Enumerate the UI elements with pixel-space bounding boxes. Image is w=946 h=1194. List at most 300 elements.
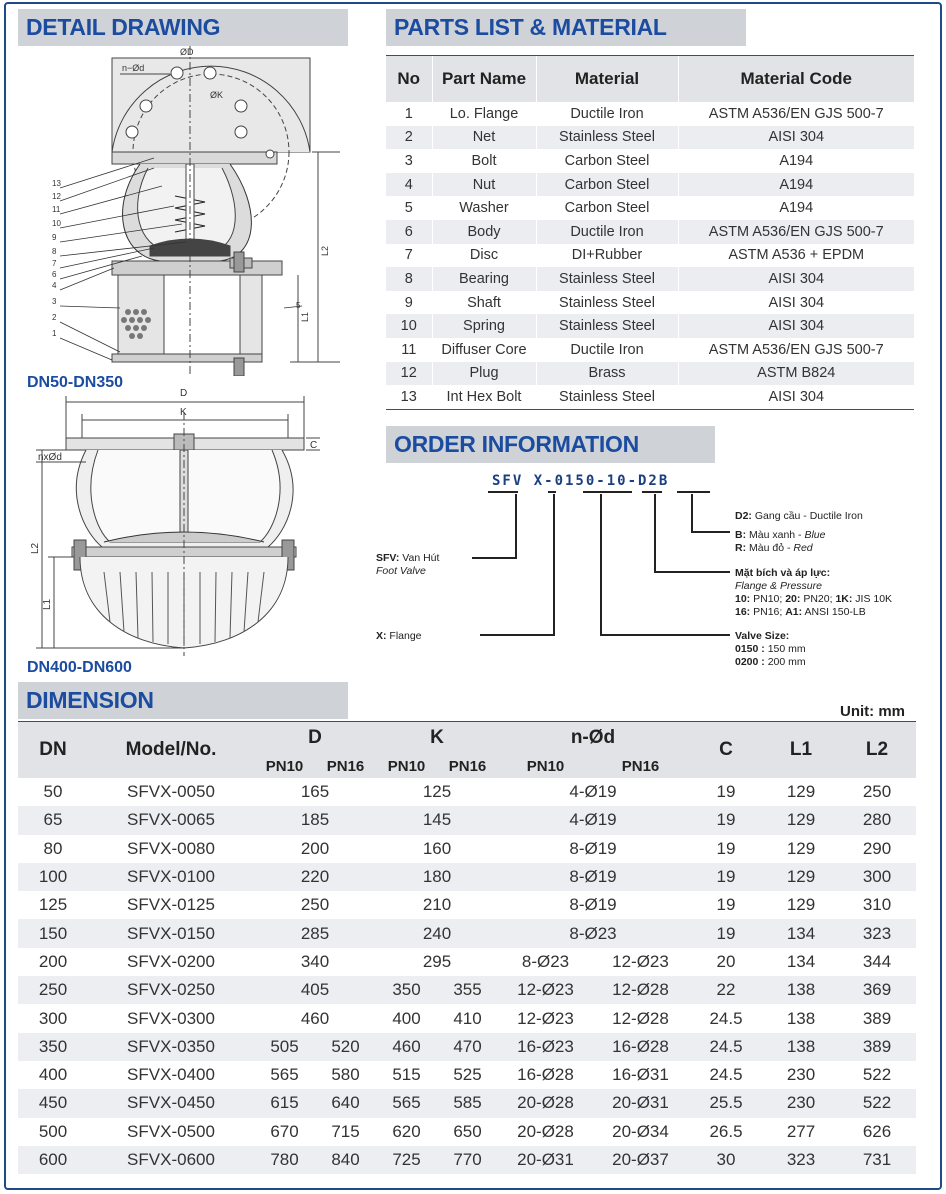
dim-header-d-pn10: PN10 (254, 754, 315, 778)
dim-k: 210 (376, 891, 498, 919)
dim-nod: 8-Ø23 (498, 919, 688, 947)
order-x-text: Flange (386, 630, 422, 642)
dim-model: SFVX-0050 (88, 778, 254, 806)
parts-row (386, 220, 914, 244)
flange-val-10: PN10; (750, 593, 786, 605)
dim-row (18, 835, 916, 863)
dim-d-pn16: 520 (315, 1033, 376, 1061)
flange-key-16: 16: (735, 606, 751, 618)
callout-11: 11 (52, 205, 61, 214)
dim-d: 185 (254, 806, 376, 834)
dimension-table (18, 722, 916, 1174)
dim-l2: 323 (838, 919, 916, 947)
dim-nod-pn16: 20-Ø34 (593, 1118, 688, 1146)
part-no: 6 (386, 220, 432, 244)
dim-d-pn10: 565 (254, 1061, 315, 1089)
dim-c: 25.5 (688, 1089, 764, 1117)
dim-l1: 138 (764, 976, 838, 1004)
callout-5: 5 (296, 301, 301, 310)
part-material-code: ASTM A536/EN GJS 500-7 (678, 220, 914, 244)
dim-l1: 323 (764, 1146, 838, 1174)
foot-valve-drawing-dn400-dn600 (24, 382, 324, 658)
callout-13: 13 (52, 179, 61, 188)
callout-8: 8 (52, 247, 57, 256)
part-material-code: AISI 304 (678, 267, 914, 291)
dim-l2: 522 (838, 1061, 916, 1089)
part-material: Carbon Steel (536, 149, 678, 173)
order-d2-key: D2: (735, 510, 752, 522)
callout-7: 7 (52, 259, 57, 268)
part-no: 7 (386, 244, 432, 268)
part-material: Stainless Steel (536, 291, 678, 315)
dim-l2: 522 (838, 1089, 916, 1117)
dim-row (18, 1146, 916, 1174)
order-r-note (735, 542, 813, 555)
callout-9: 9 (52, 233, 57, 242)
part-material-code: AISI 304 (678, 314, 914, 338)
dim-nod: 8-Ø19 (498, 863, 688, 891)
parts-row (386, 196, 914, 220)
dim-nod: 8-Ø19 (498, 835, 688, 863)
part-material-code: A194 (678, 196, 914, 220)
dim-l1: 134 (764, 919, 838, 947)
dim-nod-pn16: 16-Ø28 (593, 1033, 688, 1061)
dim-nod: 8-Ø19 (498, 891, 688, 919)
flange-val-a1: ANSI 150-LB (802, 606, 866, 618)
header-material-code: Material Code (678, 56, 914, 102)
dim-header-k-pn10: PN10 (376, 754, 437, 778)
dim-model: SFVX-0300 (88, 1004, 254, 1032)
part-name: Bearing (432, 267, 536, 291)
dim-d: 200 (254, 835, 376, 863)
dim-d-pn10: 780 (254, 1146, 315, 1174)
part-name: Net (432, 126, 536, 150)
dim-c: 19 (688, 778, 764, 806)
part-name: Lo. Flange (432, 102, 536, 126)
dim-k: 145 (376, 806, 498, 834)
dim-k-pn10: 460 (376, 1033, 437, 1061)
dim-header-model: Model/No. (88, 722, 254, 778)
dim-d: 220 (254, 863, 376, 891)
dim-k2-label: K (180, 407, 187, 418)
dim-model: SFVX-0400 (88, 1061, 254, 1089)
part-no: 1 (386, 102, 432, 126)
dim-l2: 389 (838, 1033, 916, 1061)
dim-k-pn16: 585 (437, 1089, 498, 1117)
dim-d: 460 (254, 1004, 376, 1032)
dim-l1: 129 (764, 835, 838, 863)
order-b-italic: Blue (804, 529, 826, 541)
dim-l2: 626 (838, 1118, 916, 1146)
dim-header-d: D (254, 722, 376, 754)
dim-nxod-label: nxØd (38, 452, 62, 463)
flange-val-20: PN20; (800, 593, 836, 605)
part-material-code: AISI 304 (678, 385, 914, 409)
callout-12: 12 (52, 192, 61, 201)
dim-nod-pn10: 8-Ø23 (498, 948, 593, 976)
order-x-note (376, 630, 422, 643)
part-name: Spring (432, 314, 536, 338)
dim-model: SFVX-0100 (88, 863, 254, 891)
part-material-code: AISI 304 (678, 126, 914, 150)
part-no: 8 (386, 267, 432, 291)
dim-d-pn10: 615 (254, 1089, 315, 1117)
dim-k-pn10: 350 (376, 976, 437, 1004)
dim-header-l2: L2 (838, 722, 916, 778)
dim-row (18, 806, 916, 834)
order-b-text: Màu xanh - (749, 529, 805, 541)
dim-d: 340 (254, 948, 376, 976)
dim-nod-label: n−Ød (122, 63, 145, 73)
part-material-code: ASTM B824 (678, 362, 914, 386)
dim-row (18, 1118, 916, 1146)
dim-dn: 350 (18, 1033, 88, 1061)
dim-d-pn16: 715 (315, 1118, 376, 1146)
dim-model: SFVX-0600 (88, 1146, 254, 1174)
parts-table (386, 56, 914, 409)
dim-c: 24.5 (688, 1033, 764, 1061)
part-name: Washer (432, 196, 536, 220)
part-material: Stainless Steel (536, 126, 678, 150)
dim-l2: 310 (838, 891, 916, 919)
dim-k: 240 (376, 919, 498, 947)
parts-list-title: PARTS LIST & MATERIAL (386, 9, 746, 46)
part-name: Nut (432, 173, 536, 197)
dim-dn: 125 (18, 891, 88, 919)
dim-k: 160 (376, 835, 498, 863)
dim-nod-pn10: 16-Ø23 (498, 1033, 593, 1061)
part-name: Int Hex Bolt (432, 385, 536, 409)
dim-header-row-1 (18, 722, 916, 754)
dim-l1: 277 (764, 1118, 838, 1146)
header-material: Material (536, 56, 678, 102)
dim-model: SFVX-0450 (88, 1089, 254, 1117)
dim-header-dn: DN (18, 722, 88, 778)
part-name: Diffuser Core (432, 338, 536, 362)
dim-header-k: K (376, 722, 498, 754)
dim-k-pn16: 470 (437, 1033, 498, 1061)
dim-nod-pn10: 20-Ø28 (498, 1089, 593, 1117)
dim-c: 19 (688, 919, 764, 947)
dim-nod: 4-Ø19 (498, 778, 688, 806)
part-no: 5 (386, 196, 432, 220)
dim-nod: 4-Ø19 (498, 806, 688, 834)
parts-row (386, 149, 914, 173)
dim-row (18, 1061, 916, 1089)
callout-4: 4 (52, 281, 57, 290)
dim-l1: 129 (764, 778, 838, 806)
part-name: Bolt (432, 149, 536, 173)
part-no: 9 (386, 291, 432, 315)
order-b-note (735, 529, 825, 542)
dim-model: SFVX-0500 (88, 1118, 254, 1146)
dim-row (18, 948, 916, 976)
dim-d-pn16: 640 (315, 1089, 376, 1117)
dim-k: 295 (376, 948, 498, 976)
part-material-code: ASTM A536/EN GJS 500-7 (678, 102, 914, 126)
callout-1: 1 (52, 329, 57, 338)
dim-k-pn10: 515 (376, 1061, 437, 1089)
dim-dn: 100 (18, 863, 88, 891)
dim-model: SFVX-0125 (88, 891, 254, 919)
parts-row (386, 102, 914, 126)
dim-k-pn10: 400 (376, 1004, 437, 1032)
dim-l2: 250 (838, 778, 916, 806)
dim-row (18, 919, 916, 947)
dim-dn: 250 (18, 976, 88, 1004)
flange-val-1k: JIS 10K (852, 593, 893, 605)
dim-l2: 369 (838, 976, 916, 1004)
parts-row (386, 385, 914, 409)
foot-valve-drawing-dn50-dn350 (50, 46, 350, 376)
part-name: Shaft (432, 291, 536, 315)
order-r-italic: Red (793, 542, 813, 554)
callout-6: 6 (52, 270, 57, 279)
dim-k-pn16: 525 (437, 1061, 498, 1089)
dim-model: SFVX-0250 (88, 976, 254, 1004)
dim-header-c: C (688, 722, 764, 778)
flange-key-20: 20: (785, 593, 801, 605)
part-material: Stainless Steel (536, 314, 678, 338)
dim-l2: 300 (838, 863, 916, 891)
dim-nod-pn10: 12-Ø23 (498, 1004, 593, 1032)
dim-l2-label: L2 (320, 245, 330, 256)
dim-d-label: ØD (180, 47, 194, 57)
part-material: Stainless Steel (536, 385, 678, 409)
dim-nod-pn10: 20-Ø31 (498, 1146, 593, 1174)
part-material: Carbon Steel (536, 173, 678, 197)
dim-k-pn16: 355 (437, 976, 498, 1004)
order-flange-title: Mặt bích và áp lực: (735, 567, 831, 579)
flange-key-10: 10: (735, 593, 751, 605)
part-material: Stainless Steel (536, 267, 678, 291)
callout-2: 2 (52, 313, 57, 322)
part-material: Ductile Iron (536, 102, 678, 126)
dim-header-k-pn16: PN16 (437, 754, 498, 778)
dim-c: 19 (688, 863, 764, 891)
dim-l2: 344 (838, 948, 916, 976)
dim-model: SFVX-0200 (88, 948, 254, 976)
dim-dn: 200 (18, 948, 88, 976)
parts-table-header (386, 56, 914, 102)
header-part-name: Part Name (432, 56, 536, 102)
dimension-title: DIMENSION (18, 682, 348, 719)
drawing-label-dn50-dn350: DN50-DN350 (27, 374, 124, 391)
part-name: Plug (432, 362, 536, 386)
order-size-note (735, 630, 806, 669)
dim-c: 26.5 (688, 1118, 764, 1146)
order-sfv-italic: Foot Valve (376, 565, 426, 577)
part-no: 11 (386, 338, 432, 362)
dim-row (18, 1033, 916, 1061)
order-x-key: X: (376, 630, 387, 642)
dim-l1: 129 (764, 863, 838, 891)
dim-header-l1: L1 (764, 722, 838, 778)
dim-c: 24.5 (688, 1061, 764, 1089)
dim-l1: 138 (764, 1033, 838, 1061)
dim-l1: 129 (764, 891, 838, 919)
part-no: 10 (386, 314, 432, 338)
dim-c: 22 (688, 976, 764, 1004)
dim-d-pn16: 840 (315, 1146, 376, 1174)
dim-k-pn16: 770 (437, 1146, 498, 1174)
part-material-code: ASTM A536/EN GJS 500-7 (678, 338, 914, 362)
dim-c-label: C (310, 440, 318, 451)
parts-row (386, 126, 914, 150)
dim-nod-pn16: 12-Ø28 (593, 1004, 688, 1032)
dim-dn: 600 (18, 1146, 88, 1174)
order-size2-key: 0200 : (735, 656, 765, 668)
dim-d-pn10: 670 (254, 1118, 315, 1146)
part-material: DI+Rubber (536, 244, 678, 268)
part-material: Ductile Iron (536, 220, 678, 244)
dim-row (18, 778, 916, 806)
dim-nod-pn10: 16-Ø28 (498, 1061, 593, 1089)
callout-3: 3 (52, 297, 57, 306)
part-material-code: A194 (678, 173, 914, 197)
part-no: 12 (386, 362, 432, 386)
parts-row (386, 338, 914, 362)
order-sfv-key: SFV: (376, 552, 400, 564)
dim-d: 165 (254, 778, 376, 806)
dim-row (18, 976, 916, 1004)
dim-row (18, 891, 916, 919)
dim-l1: 129 (764, 806, 838, 834)
dim-nod-pn16: 12-Ø28 (593, 976, 688, 1004)
dim-c: 19 (688, 891, 764, 919)
dim-nod-pn10: 20-Ø28 (498, 1118, 593, 1146)
flange-key-1k: 1K: (835, 593, 853, 605)
parts-row (386, 291, 914, 315)
part-material: Brass (536, 362, 678, 386)
order-b-key: B: (735, 529, 747, 541)
dim-k-label: ØK (210, 90, 224, 100)
part-name: Body (432, 220, 536, 244)
dim-l1: 138 (764, 1004, 838, 1032)
dim-l1b-label: L1 (42, 598, 53, 610)
dim-l2: 290 (838, 835, 916, 863)
dim-nod-pn16: 12-Ø23 (593, 948, 688, 976)
unit-label: Unit: mm (840, 703, 905, 720)
order-size2-text: 200 mm (764, 656, 806, 668)
dim-nod-pn16: 20-Ø37 (593, 1146, 688, 1174)
parts-row (386, 314, 914, 338)
dim-d: 250 (254, 891, 376, 919)
order-r-text: Màu đỏ - (749, 542, 794, 554)
parts-table-bottom-border (386, 409, 914, 410)
part-no: 3 (386, 149, 432, 173)
part-material-code: A194 (678, 149, 914, 173)
dim-l2: 280 (838, 806, 916, 834)
dim-nod-pn16: 20-Ø31 (593, 1089, 688, 1117)
part-no: 2 (386, 126, 432, 150)
dim-c: 19 (688, 835, 764, 863)
part-name: Disc (432, 244, 536, 268)
order-code-leader-lines (470, 490, 730, 640)
part-material-code: AISI 304 (678, 291, 914, 315)
dim-d: 285 (254, 919, 376, 947)
dim-header-nod-pn16: PN16 (593, 754, 688, 778)
dim-k-pn10: 725 (376, 1146, 437, 1174)
dim-k-pn16: 410 (437, 1004, 498, 1032)
dim-header-d-pn16: PN16 (315, 754, 376, 778)
dim-model: SFVX-0065 (88, 806, 254, 834)
dim-model: SFVX-0350 (88, 1033, 254, 1061)
order-size1-text: 150 mm (764, 643, 806, 655)
dim-model: SFVX-0150 (88, 919, 254, 947)
part-material: Carbon Steel (536, 196, 678, 220)
part-material-code: ASTM A536 + EPDM (678, 244, 914, 268)
order-d2-note (735, 510, 863, 523)
dim-dn: 150 (18, 919, 88, 947)
header-no: No (386, 56, 432, 102)
callout-10: 10 (52, 219, 61, 228)
part-material: Ductile Iron (536, 338, 678, 362)
order-flange-sub: Flange & Pressure (735, 580, 822, 592)
order-size-title: Valve Size: (735, 630, 790, 642)
order-sfv-text: Van Hút (399, 552, 440, 564)
dim-c: 30 (688, 1146, 764, 1174)
part-no: 4 (386, 173, 432, 197)
dim-row (18, 863, 916, 891)
dim-c: 20 (688, 948, 764, 976)
order-sfv-note (376, 552, 439, 578)
order-flange-note (735, 567, 892, 619)
dim-l2b-label: L2 (30, 542, 41, 554)
order-information-title: ORDER INFORMATION (386, 426, 715, 463)
dim-dn: 50 (18, 778, 88, 806)
dim-k-pn10: 620 (376, 1118, 437, 1146)
dim-c: 24.5 (688, 1004, 764, 1032)
drawing-label-dn400-dn600: DN400-DN600 (27, 659, 132, 676)
dim-l2: 389 (838, 1004, 916, 1032)
part-no: 13 (386, 385, 432, 409)
flange-val-16: PN16; (750, 606, 786, 618)
parts-row (386, 362, 914, 386)
dim-k: 180 (376, 863, 498, 891)
dim-header-nod: n-Ød (498, 722, 688, 754)
parts-row (386, 244, 914, 268)
dim-dn: 300 (18, 1004, 88, 1032)
dim-row (18, 1004, 916, 1032)
dim-nod-pn10: 12-Ø23 (498, 976, 593, 1004)
dim-k-pn10: 565 (376, 1089, 437, 1117)
dim-c: 19 (688, 806, 764, 834)
dim-l2: 731 (838, 1146, 916, 1174)
dim-k: 125 (376, 778, 498, 806)
dim-d-pn16: 580 (315, 1061, 376, 1089)
dim-dn: 450 (18, 1089, 88, 1117)
dim-nod-pn16: 16-Ø31 (593, 1061, 688, 1089)
dim-l1: 230 (764, 1089, 838, 1117)
dim-dn: 500 (18, 1118, 88, 1146)
order-code: SFV X-0150-10-D2B (492, 473, 670, 489)
dim-l1: 134 (764, 948, 838, 976)
parts-row (386, 173, 914, 197)
dim-header-nod-pn10: PN10 (498, 754, 593, 778)
order-d2-text: Gang cầu - Ductile Iron (754, 510, 863, 522)
dim-model: SFVX-0080 (88, 835, 254, 863)
parts-row (386, 267, 914, 291)
flange-key-a1: A1: (785, 606, 803, 618)
detail-drawing-title: DETAIL DRAWING (18, 9, 348, 46)
order-size1-key: 0150 : (735, 643, 765, 655)
dim-d-pn10: 505 (254, 1033, 315, 1061)
dim-dn: 80 (18, 835, 88, 863)
dim-dn: 400 (18, 1061, 88, 1089)
order-r-key: R: (735, 542, 747, 554)
dim-row (18, 1089, 916, 1117)
